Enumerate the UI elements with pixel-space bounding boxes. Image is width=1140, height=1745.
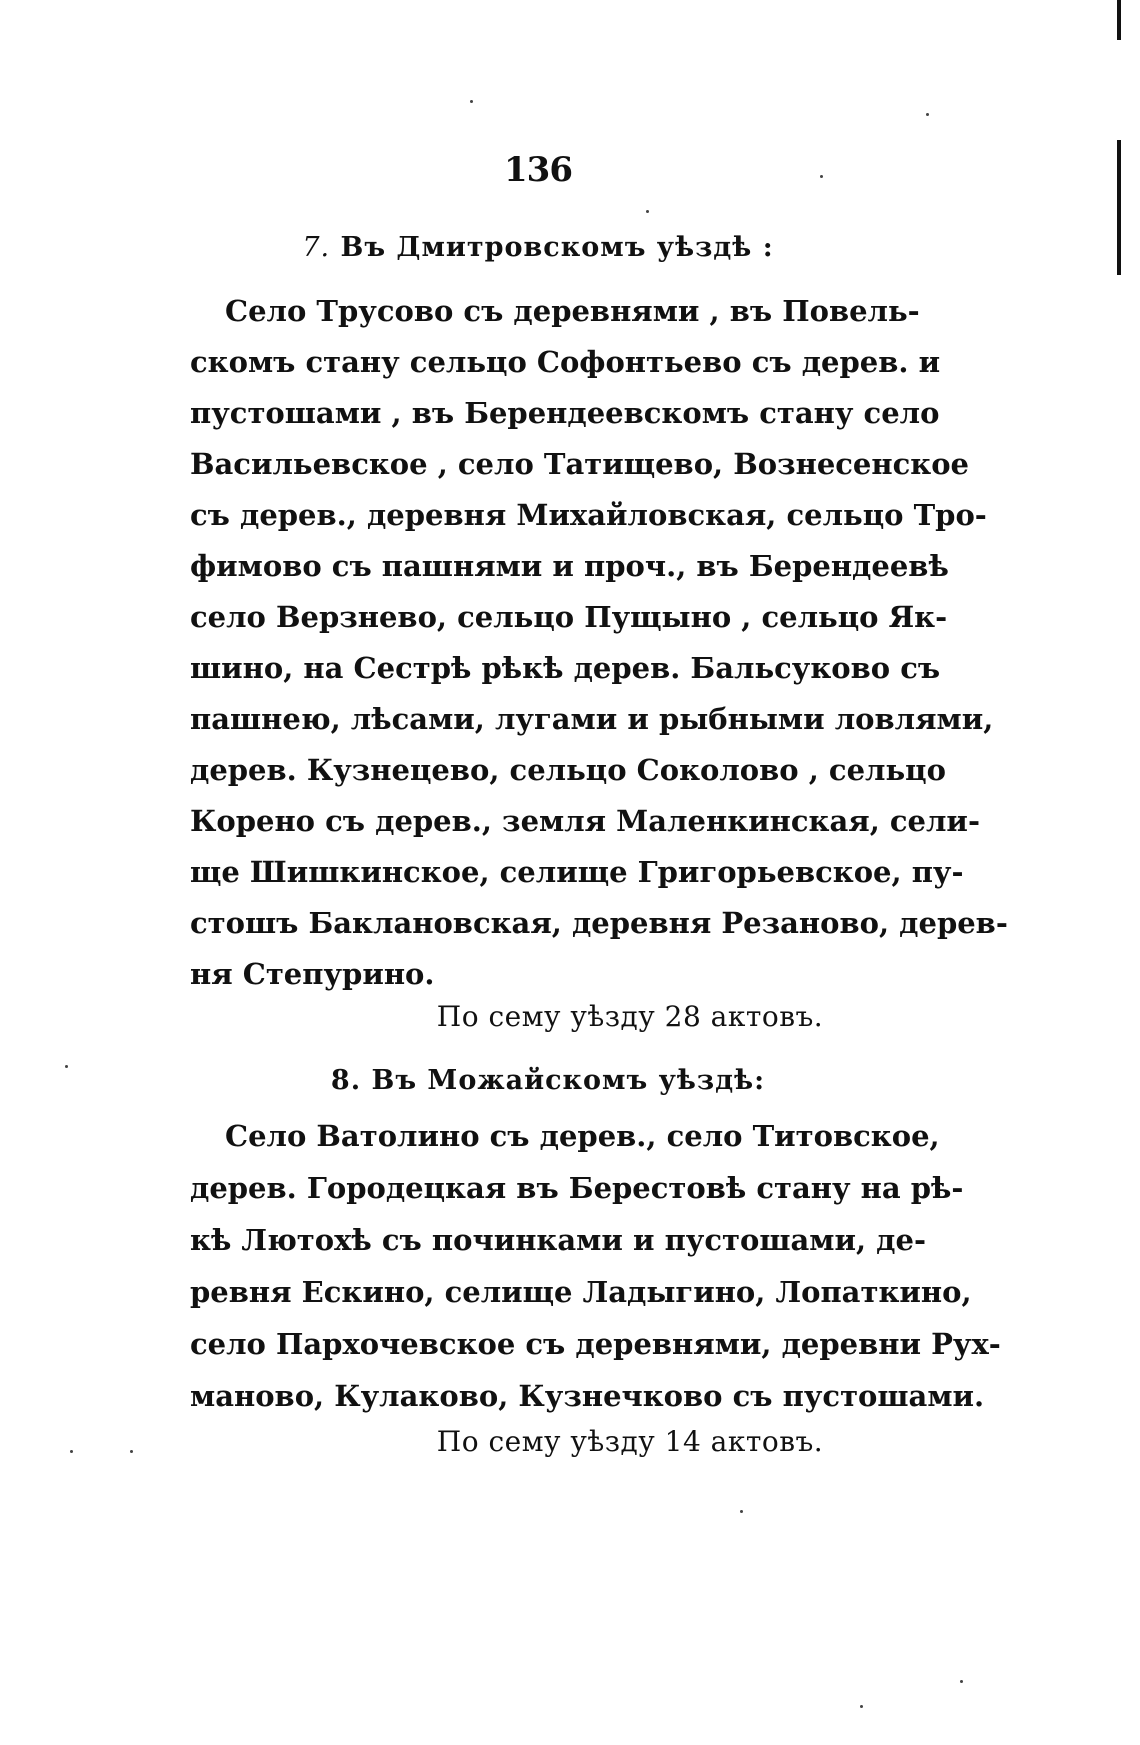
section-heading [0, 232, 1076, 263]
paragraph-line: Корено съ дерев., земля Маленкинская, сели- [190, 804, 980, 838]
paragraph-line: пашнею, лѣсами, лугами и рыбными ловлями, [190, 702, 994, 736]
paragraph-line: съ дерев., деревня Михайловская, сельцо Тро- [190, 498, 987, 532]
scan-edge-mark [1117, 140, 1121, 275]
paragraph-line: Село Трусово съ деревнями , въ Повель- [225, 294, 920, 328]
paragraph-line: ня Степурино. [190, 957, 435, 991]
scan-speck [860, 1705, 863, 1708]
paragraph-line: ревня Ескино, селище Ладыгино, Лопаткино, [190, 1275, 972, 1309]
section-title: Въ Дмитровскомъ уѣздѣ : [340, 232, 774, 263]
page-number: 136 [504, 150, 572, 190]
section-summary: По сему уѣзду 28 актовъ. [436, 1000, 824, 1033]
section-heading [10, 1065, 1086, 1096]
scan-speck [820, 175, 823, 178]
paragraph-line: дерев. Кузнецево, сельцо Соколово , сельцо [190, 753, 946, 787]
paragraph-line: село Верзнево, сельцо Пущыно , сельцо Як- [190, 600, 948, 634]
scan-speck [646, 210, 649, 213]
scan-edge-mark [1117, 0, 1121, 40]
paragraph-line: фимово съ пашнями и проч., въ Берендеевѣ [190, 549, 949, 583]
scan-speck [740, 1510, 743, 1513]
scan-speck [70, 1450, 73, 1453]
paragraph-line: ще Шишкинское, селище Григорьевское, пу- [190, 855, 964, 889]
paragraph-line: скомъ стану сельцо Софонтьево съ дерев. и [190, 345, 941, 379]
scan-speck [926, 113, 929, 116]
section-number: 7. [302, 232, 331, 263]
scan-speck [65, 1065, 68, 1068]
scan-speck [130, 1450, 133, 1453]
scan-speck [960, 1680, 963, 1683]
paragraph-line: село Пархочевское съ деревнями, деревни Рух- [190, 1327, 1001, 1361]
paragraph-line: маново, Кулаково, Кузнечково съ пустошами. [190, 1379, 985, 1413]
paragraph-line: стошъ Баклановская, деревня Резаново, дерев- [190, 906, 1008, 940]
section-title: Въ Можайскомъ уѣздѣ: [371, 1065, 766, 1096]
paragraph-line: Васильевское , село Татищево, Вознесенское [190, 447, 970, 481]
paragraph-line: дерев. Городецкая въ Берестовѣ стану на рѣ- [190, 1171, 964, 1205]
scan-speck [470, 100, 473, 103]
section-number: 8. [330, 1065, 362, 1096]
paragraph-line: пустошами , въ Берендеевскомъ стану село [190, 396, 940, 430]
paragraph-line: Село Ватолино съ дерев., село Титовское, [225, 1119, 940, 1153]
section-summary: По сему уѣзду 14 актовъ. [436, 1425, 824, 1458]
paragraph-line: шино, на Сестрѣ рѣкѣ дерев. Бальсуково съ [190, 651, 941, 685]
paragraph-line: кѣ Лютохѣ съ починками и пустошами, де- [190, 1223, 926, 1257]
